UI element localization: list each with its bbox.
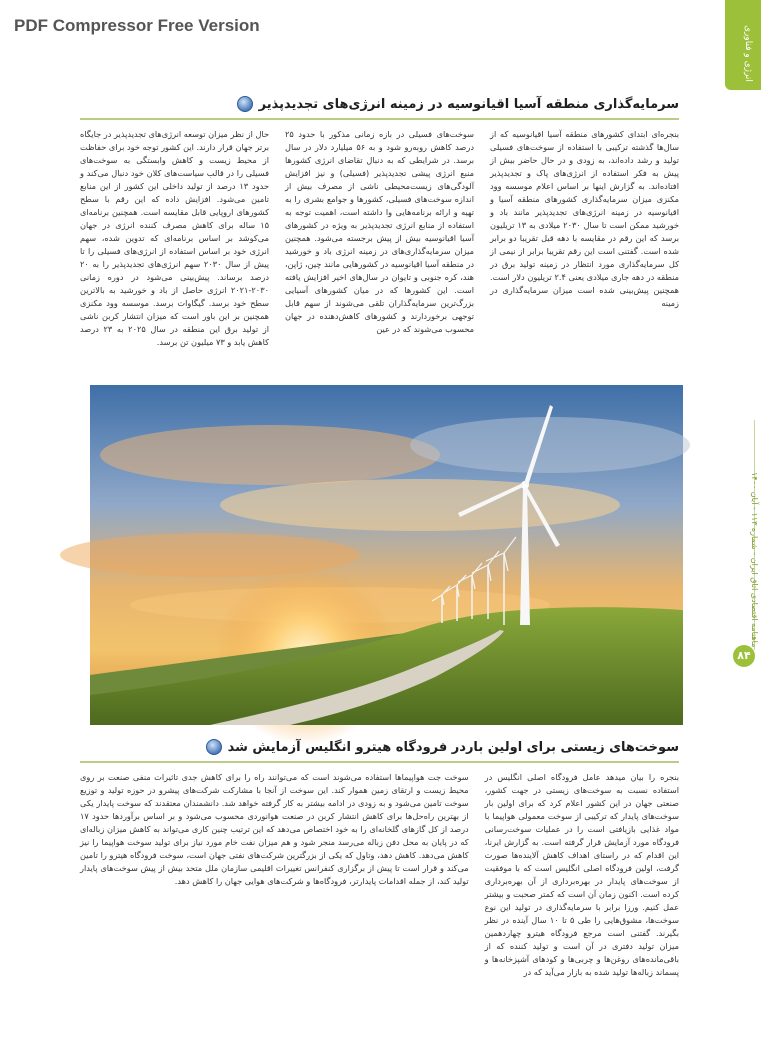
globe-bullet-icon [206,739,222,755]
watermark-text: PDF Compressor Free Version [14,16,260,35]
wind-turbine-photo [90,385,683,725]
article1-column-2: سوخت‌های فسیلی در بازه زمانی مذکور با حدود ۲۵ درصد کاهش روبه‌رو شود و به ۵۶ میلیارد دلار در سال برسد. در شرایطی که به دنبال تقاضای انرژی کشورها منبع انرژی پیشی تجدیدپذیر (فسیلی) و نیز افزایش آلودگی‌های زیست‌محیطی ناشی از مصرف بیش از اندازه سوخت‌های فسیلی، کشورها و جوامع بشری را به تهیه و ارائه برنامه‌هایی وا داشته است، اهمیت توجه به استفاده از منابع انرژی تجدیدپذیر به ویژه در کشورهای آسیا اقیانوسیه بیش از پیش برجسته می‌شود. همچنین میزان سرمایه‌گذاری‌های در زمینه انرژی باد و خورشید در منطقه آسیا اقیانوسیه در کشورهایی مانند چین، ژاپن، هند، کره جنوبی و تایوان در سال‌های اخیر افزایش یافته است. این کشورها که در میان کشورهای آسیایی بزرگ‌ترین سرمایه‌گذاران تلقی می‌شوند از سهم قابل توجهی برخوردارند و کشورهای کاهش‌دهنده در جهان محسوب می‌شوند که در عین [285,129,474,334]
globe-bullet-icon [237,96,253,112]
article1-title: سرمایه‌گذاری منطقه آسیا اقیانوسیه در زمینه انرژی‌های تجدیدپذیر [258,96,679,112]
section-tab [725,0,761,90]
article2-column-2: سوخت جت هواپیماها استفاده می‌شوند است که می‌توانند راه را برای کاهش جدی تاثیرات منفی صنعت بر روی محیط زیست و ارتقای زمین هموار کند. این سوخت از آنجا با مشارکت شرکت‌های پیشرو در حوزه تولید و توزیع سوخت تامین می‌شود و به زودی در ادامه بیشتر به کار گرفته خواهد شد. دانشمندان معتقدند که سوخت پایدار یکی از بهترین راه‌حل‌ها برای کاهش انتشار کربن در صنعت هوانوردی محسوب می‌شود و بر اساس برآوردها حدود ۱۷ درصد از کل گازهای گلخانه‌ای را به خود اختصاص می‌دهد که این ترتیب چنین کاری می‌تواند به کاهش میزان زباله‌ای که در پایان به محل دفن زباله می‌رسد منجر شود و هم میزان نفت خام مورد نیاز برای تولید سوخت هواپیما را نیز کاهش می‌دهد. کاهش دهد، وتاول که یکی از بزرگترین شرکت‌های نفتی جهان است، سوخت فرودگاه هیترو را تامین می‌کند و قرار است تا پیش از برگزاری کنفرانس تغییرات اقلیمی سازمان ملل متحد بیش از پیش سوخت‌های پایدار تولید کند، از جمله اقدامات پایدارتر، فرودگاه‌ها و شرکت‌های هوایی جهان را کاهش دهد. [80,772,469,886]
article1-column-1: بنجره‌ای ابتدای کشورهای منطقه آسیا اقیانوسیه که از سال‌ها گذشته ترکیبی با استفاده از سوخت‌های فسیلی تولید و رشد داده‌اند، به زودی و در حال حاضر بیش از پیش به فکر استفاده از انرژی‌های پاک و تجدیدپذیر افتاده‌اند. به گزارش اینها بر اساس اعلام موسسه وود مکنزی میزان سرمایه‌گذاری کشورهای منطقه آسیا و اقیانوسیه در زمینه انرژی‌های تجدیدپذیر مانند باد و خورشید ممکن است تا سال ۲۰۳۰ میلادی به ۱۳ تریلیون برسد که این رقم در مقایسه با دهه قبل تقریبا دو برابر شده است. گفتنی است این رقم تقریبا برابر از نیمی از کل سرمایه‌گذاری مورد انتظار در زمینه تولید برق در منطقه در دهه جاری میلادی یعنی ۲.۴ تریلیون دلار است. همچنین پیش‌بینی شده است میزان سرمایه‌گذاری در زمینه [490,129,680,308]
article2-column-1: بنجره را بیان میدهد عامل فرودگاه اصلی انگلیس در استفاده نسبت به سوخت‌های زیستی در جهت کشور، صنعتی جهان در این کشور اعلام کرد که برای اولین بار سوخت‌های پایدار که ترکیبی از سوخت معمولی هواپیما با مواد غذایی بازیافتی است را در عملیات سوخت‌رسانی فرودگاه مورد آزمایش قرار گرفته است. به گزارش ایرنا، این اقدام که در راستای اهداف کاهش آلاینده‌ها صورت گرفت، اولین فرودگاه اصلی انگلیس است که با موفقیت از سوخت‌های پایدار در بهره‌برداری از آن بهره‌برداری کرده است. اکنون زمان آن است که کمتر صحبت و بیشتر عمل کنیم. ورزا برابر با سرمایه‌گذاری در تولید این نوع سوخت‌ها، مشوق‌هایی را طی ۵ تا ۱۰ سال آینده در نظر بگیرند. گفتنی است مرجع فرودگاه هیترو چهاردهمین میزان تولید دفتری در آن است و تولید کننده که از باقی‌مانده‌های روغن‌ها و چربی‌ها و کودهای آشپزخانه‌ها و پسماند زباله‌ها تولید شده به بازار می‌آید که در [484,772,679,977]
journal-info: ماهنامه اقتصادی اتاق ایران - شماره ۱۱۳ - آبان ۱۴۰۰ [750,471,759,647]
page-number: ۸۴ [733,645,755,667]
article1-body [80,128,679,373]
article2-title: سوخت‌های زیستی برای اولین باردر فرودگاه هیترو انگلیس آزمایش شد [227,739,679,755]
article2-body [80,771,679,977]
article2-heading [206,735,679,759]
section-tab-label: انرژی و فناوری [743,25,753,82]
article1-column-3: حال از نظر میزان توسعه انرژی‌های تجدیدپذیر در جایگاه برتر جهان قرار دارند. این کشور توجه خود برای حفاظت از محیط زیست و کاهش وابستگی به سوخت‌های فسیلی را در قالب سیاست‌های کلان خود دنبال می‌کند و حدود ۱۳ درصد از تولید داخلی این کشور از این منابع تامین می‌شود. افزایش داده که این رقم با سطح کشورهای اروپایی قابل مقایسه است. همچنین برنامه‌ای ۱۵ ساله برای کاهش مصرف کننده انرژی در جهان می‌کوشد بر اساس برنامه‌ای که تدوین شده، سهم انرژی خود بر اساس استفاده از انرژی‌های فسیلی را تا پیش از سال ۲۰۳۰ سهم انرژی‌های تجدیدپذیر را به ۲۰ درصد برساند. پیش‌بینی می‌شود در دوره زمانی ۲۰۳۰-۲۰۲۱ انرژی حاصل از باد و خورشید به بالاترین سطح خود برسد. گیگاوات برسد. موسسه وود مکنزی همچنین بر این باور است که میزان انتشار کربن ناشی از تولید برق این منطقه در سال ۲۰۲۵ به ۲۳ درصد کاهش یابد و ۷۳ میلیون تن برسد. [80,129,270,347]
article1-heading [237,92,679,116]
article2-rule [80,761,679,763]
article1-rule [80,118,679,120]
